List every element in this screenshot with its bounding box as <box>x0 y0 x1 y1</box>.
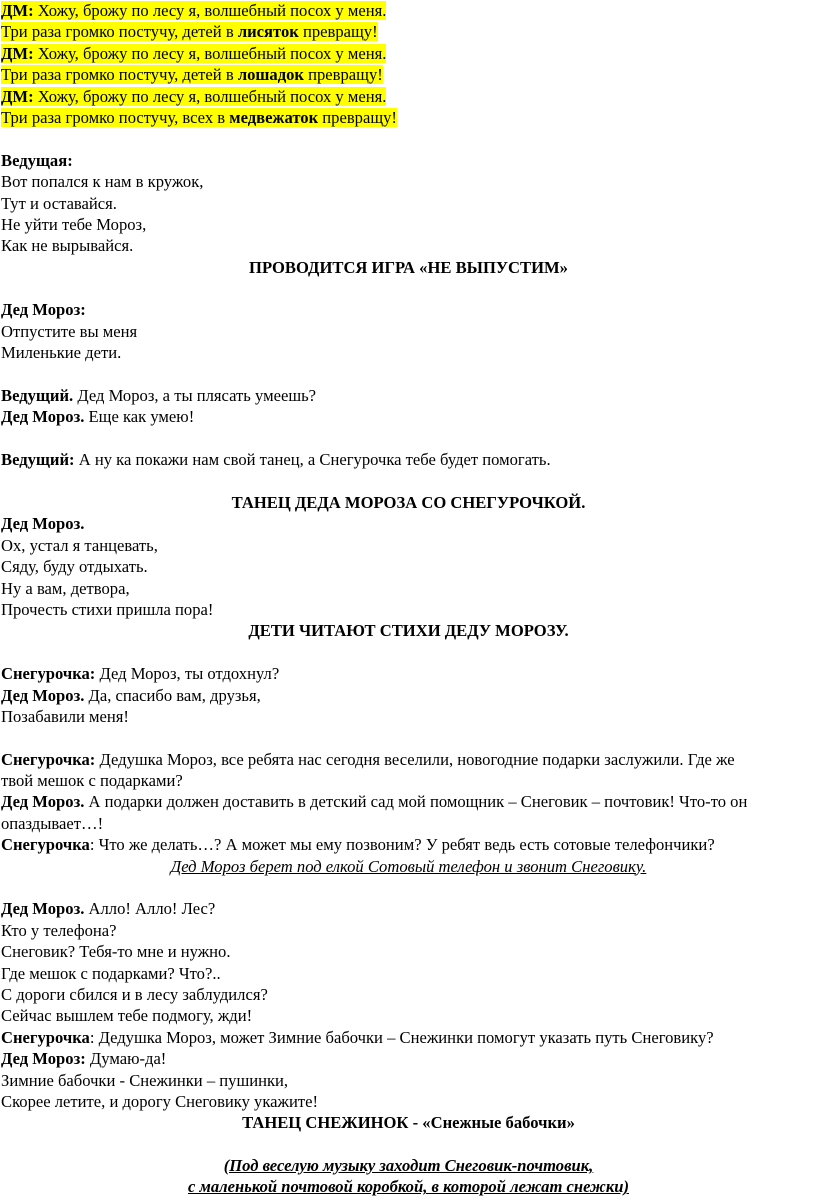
text-line: опаздывает…! <box>1 813 104 833</box>
dialogue-line <box>1 685 816 706</box>
text-line: Отпустите вы меня <box>1 321 138 341</box>
text-line: Как не вырывайся. <box>1 236 134 256</box>
text-line: Сяду, буду отдыхать. <box>1 557 148 577</box>
section-heading <box>1 492 816 513</box>
text-line: Зимние бабочки - Снежинки – пушинки, <box>1 1070 289 1090</box>
verse-keyword: лошадок <box>237 65 304 85</box>
speaker-label: ДМ: <box>1 1 34 20</box>
speaker-heading <box>1 513 816 534</box>
stage-remark <box>1 856 816 877</box>
section-heading-text: ДЕТИ ЧИТАЮТ СТИХИ ДЕДУ МОРОЗУ. <box>248 621 569 641</box>
text-line: Кто у телефона? <box>1 920 117 940</box>
section-heading-text: ТАНЕЦ ДЕДА МОРОЗА СО СНЕГУРОЧКОЙ. <box>231 492 586 512</box>
verse-keyword: лисяток <box>237 22 299 42</box>
text-line: твой мешок с подарками? <box>1 771 183 791</box>
text-line: Ну а вам, детвора, <box>1 578 130 598</box>
text-line: Тут и оставайся. <box>1 193 117 213</box>
speaker-label: Снегурочка: <box>1 664 96 684</box>
speaker-label: Дед Мороз. <box>1 792 85 812</box>
dialogue-line <box>1 749 816 770</box>
verse-line <box>1 86 816 107</box>
section-heading-text: ПРОВОДИТСЯ ИГРА «НЕ ВЫПУСТИМ» <box>249 257 568 277</box>
speaker-label: ДМ: <box>1 43 34 63</box>
speaker-label: Дед Мороз: <box>1 1049 86 1069</box>
text-line: Позабавили меня! <box>1 706 129 726</box>
dialogue-line <box>1 385 816 406</box>
dialogue-text: Дед Мороз, а ты плясать умеешь? <box>73 386 317 406</box>
verse-keyword: медвежаток <box>229 107 319 127</box>
dialogue-text: Дедушка Мороз, все ребята нас сегодня веселили, новогодние подарки заслужили. Где же <box>95 749 735 769</box>
dialogue-line <box>1 663 816 684</box>
dialogue-text: Алло! Алло! Лес? <box>84 899 216 919</box>
dialogue-text: : Что же делать…? А может мы ему позвоним? У ребят ведь есть сотовые телефончики? <box>89 835 715 855</box>
speaker-label: Дед Мороз. <box>1 514 85 534</box>
verse-line <box>1 107 816 128</box>
text-line: Миленькие дети. <box>1 343 122 363</box>
verse-text: Хожу, брожу по лесу я, волшебный посох у меня. <box>33 43 387 63</box>
speaker-label: Ведущая: <box>1 150 73 170</box>
dialogue-line <box>1 406 816 427</box>
verse-line <box>1 21 816 42</box>
speaker-label: Дед Мороз: <box>1 300 86 320</box>
dialogue-text: А ну ка покажи нам свой танец, а Снегурочка тебе будет помогать. <box>74 450 551 470</box>
stage-remark <box>1 1176 816 1197</box>
section-heading <box>1 1112 816 1133</box>
dialogue-line <box>1 1048 816 1069</box>
text-line: Вот попался к нам в кружок, <box>1 172 204 192</box>
dialogue-text: Еще как умею! <box>84 407 195 427</box>
text-line: Скорее летите, и дорогу Снеговику укажите! <box>1 1091 319 1111</box>
verse-text: Три раза громко постучу, детей в <box>1 22 238 42</box>
verse-text: Хожу, брожу по лесу я, волшебный посох у меня. <box>33 86 387 106</box>
text-line: Сейчас вышлем тебе подмогу, жди! <box>1 1006 253 1026</box>
dialogue-text: А подарки должен доставить в детский сад мой помощник – Снеговик – почтовик! Что-то он <box>84 792 748 812</box>
text-line: Снеговик? Тебя-то мне и нужно. <box>1 942 231 962</box>
speaker-label: Ведущий. <box>1 386 74 406</box>
dialogue-line <box>1 449 816 470</box>
text-line: Не уйти тебе Мороз, <box>1 214 147 234</box>
dialogue-text: Дед Мороз, ты отдохнул? <box>95 664 280 684</box>
stage-remark-text: (Под веселую музыку заходит Снеговик-почтовик, <box>223 1156 594 1176</box>
verse-line <box>1 43 816 64</box>
verse-text: Хожу, брожу по лесу я, волшебный посох у меня. <box>33 1 387 20</box>
verse-text: превращу! <box>318 107 397 127</box>
section-heading <box>1 257 816 278</box>
dialogue-text: : Дедушка Мороз, может Зимние бабочки – Снежинки помогут указать путь Снеговику? <box>89 1027 714 1047</box>
dialogue-line <box>1 898 816 919</box>
dialogue-line <box>1 834 816 855</box>
speaker-heading <box>1 299 816 320</box>
verse-text: Три раза громко постучу, детей в <box>1 65 238 85</box>
dialogue-line <box>1 1027 816 1048</box>
verse-line <box>1 64 816 85</box>
stage-remark-text: с маленькой почтовой коробкой, в которой лежат снежки) <box>187 1177 629 1197</box>
text-line: С дороги сбился и в лесу заблудился? <box>1 984 268 1004</box>
speaker-label: ДМ: <box>1 86 34 106</box>
verse-text: превращу! <box>303 65 383 85</box>
dialogue-text: Думаю-да! <box>85 1049 167 1069</box>
dialogue-text: Да, спасибо вам, друзья, <box>84 685 261 705</box>
section-heading <box>1 620 816 641</box>
section-heading-text: ТАНЕЦ СНЕЖИНОК - «Снежные бабочки» <box>242 1113 575 1133</box>
speaker-label: Снегурочка <box>1 1027 90 1047</box>
speaker-label: Дед Мороз. <box>1 407 85 427</box>
verse-line <box>1 0 816 21</box>
speaker-label: Дед Мороз. <box>1 899 85 919</box>
speaker-heading <box>1 150 816 171</box>
dialogue-line <box>1 791 816 812</box>
text-line: Прочесть стихи пришла пора! <box>1 599 214 619</box>
speaker-label: Дед Мороз. <box>1 685 85 705</box>
stage-remark <box>1 1155 816 1176</box>
text-line: Ох, устал я танцевать, <box>1 535 158 555</box>
stage-remark-text: Дед Мороз берет под елкой Сотовый телефон и звонит Снеговику. <box>170 856 647 876</box>
speaker-label: Снегурочка <box>1 835 90 855</box>
speaker-label: Ведущий: <box>1 450 75 470</box>
verse-text: Три раза громко постучу, всех в <box>1 107 230 127</box>
verse-text: превращу! <box>298 22 378 42</box>
speaker-label: Снегурочка: <box>1 749 96 769</box>
text-line: Где мешок с подарками? Что?.. <box>1 963 221 983</box>
